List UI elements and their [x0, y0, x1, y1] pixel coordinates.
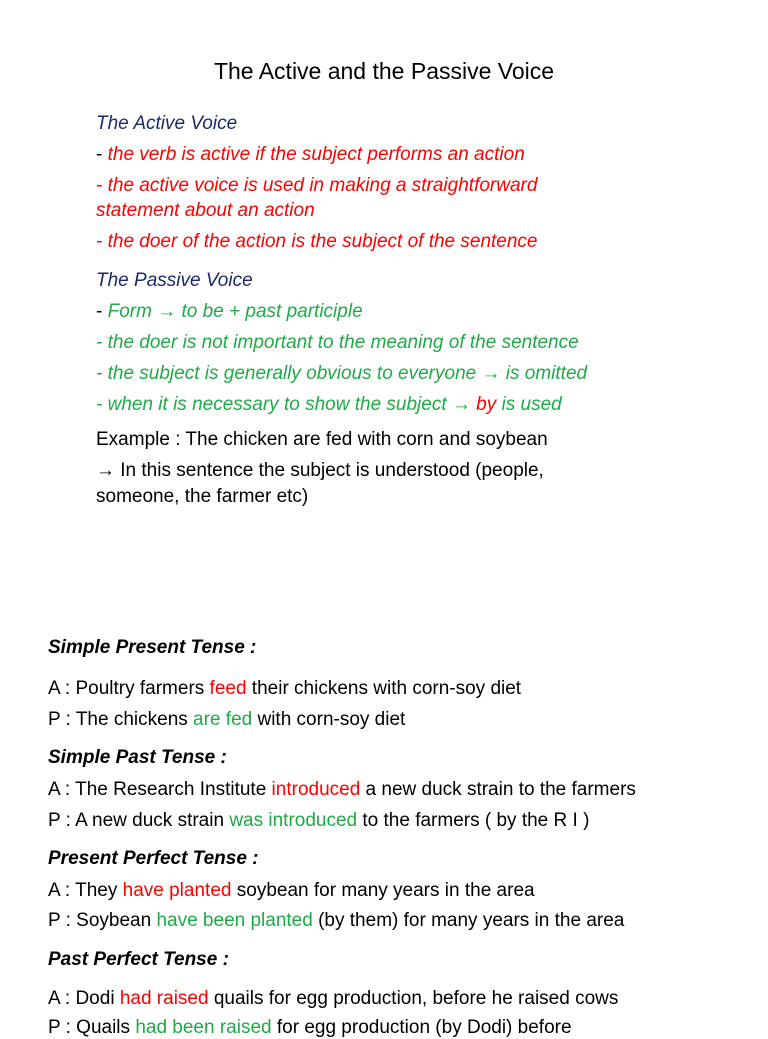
- arrow-right-icon: →: [451, 394, 471, 415]
- present-perfect-heading: Present Perfect Tense :: [48, 848, 259, 869]
- bullet-dash: -: [96, 301, 108, 322]
- passive-bullet-3-rest: is omitted: [500, 363, 588, 384]
- sentence-end: for egg production (by Dodi) before: [271, 1017, 572, 1038]
- passive-verb: are fed: [193, 709, 253, 730]
- example-explanation-text: In this sentence the subject is understood (people,: [115, 460, 544, 481]
- sentence-start: P : Quails: [48, 1017, 136, 1038]
- passive-bullet-3: [96, 363, 587, 385]
- arrow-right-icon: →: [96, 460, 115, 481]
- arrow-right-icon: →: [157, 301, 177, 322]
- passive-bullet-3-text: - the subject is generally obvious to everyone: [96, 363, 482, 384]
- sentence-start: A : Poultry farmers: [48, 678, 210, 699]
- active-verb: had raised: [119, 988, 209, 1009]
- passive-bullet-1-rest: to be + past participle: [176, 301, 363, 322]
- passive-bullet-4-rest: is used: [496, 394, 562, 415]
- bullet-dash: -: [96, 144, 108, 165]
- by-keyword: by: [476, 394, 497, 415]
- simple-past-active: [48, 779, 636, 801]
- active-verb: feed: [209, 678, 247, 699]
- sentence-end: their chickens with corn-soy diet: [246, 678, 522, 699]
- sentence-end: quails for egg production, before he raised cows: [208, 988, 619, 1009]
- sentence-end: with corn-soy diet: [252, 709, 406, 730]
- sentence-start: P : The chickens: [48, 709, 194, 730]
- sentence-start: A : They: [48, 880, 123, 901]
- passive-bullet-4: [96, 394, 562, 416]
- active-verb: introduced: [271, 779, 361, 800]
- sentence-start: P : A new duck strain: [48, 810, 230, 831]
- sentence-start: P : Soybean: [48, 910, 157, 931]
- active-bullet-3: - the doer of the action is the subject of the sentence: [96, 231, 538, 252]
- active-bullet-2-line-2: statement about an action: [96, 200, 315, 221]
- simple-past-passive: [48, 810, 589, 832]
- page-title: The Active and the Passive Voice: [213, 58, 555, 84]
- example-explanation-line-2: someone, the farmer etc): [96, 486, 309, 507]
- passive-bullet-1-form: Form: [107, 301, 158, 322]
- simple-present-heading: Simple Present Tense :: [48, 637, 257, 658]
- sentence-start: A : The Research Institute: [48, 779, 272, 800]
- sentence-end: a new duck strain to the farmers: [360, 779, 636, 800]
- passive-bullet-1: [96, 301, 363, 323]
- passive-bullet-4-text: - when it is necessary to show the subject: [96, 394, 452, 415]
- passive-verb: was introduced: [229, 810, 358, 831]
- sentence-end: to the farmers ( by the R I ): [357, 810, 590, 831]
- example-line: Example : The chicken are fed with corn and soybean: [96, 429, 548, 450]
- sentence-end: soybean for many years in the area: [231, 880, 535, 901]
- active-verb: have planted: [122, 880, 232, 901]
- present-perfect-active: [48, 880, 535, 902]
- passive-voice-heading: The Passive Voice: [96, 270, 253, 291]
- sentence-start: A : Dodi: [48, 988, 120, 1009]
- active-bullet-1: [96, 144, 525, 166]
- active-voice-heading: The Active Voice: [96, 113, 238, 134]
- passive-verb: had been raised: [135, 1017, 272, 1038]
- example-explanation-line-1: [96, 460, 544, 482]
- past-perfect-passive: [48, 1017, 572, 1039]
- passive-verb: have been planted: [156, 910, 313, 931]
- arrow-right-icon: →: [481, 363, 501, 384]
- simple-present-active: [48, 678, 521, 700]
- past-perfect-active: [48, 988, 618, 1010]
- sentence-end: (by them) for many years in the area: [312, 910, 625, 931]
- simple-present-passive: [48, 709, 405, 731]
- passive-bullet-2: - the doer is not important to the meaning of the sentence: [96, 332, 579, 353]
- simple-past-heading: Simple Past Tense :: [48, 747, 227, 768]
- present-perfect-passive: [48, 910, 624, 932]
- past-perfect-heading: Past Perfect Tense :: [48, 949, 229, 970]
- active-bullet-1-text: the verb is active if the subject performs an action: [107, 144, 525, 165]
- active-bullet-2-line-1: - the active voice is used in making a straightforward: [96, 175, 538, 196]
